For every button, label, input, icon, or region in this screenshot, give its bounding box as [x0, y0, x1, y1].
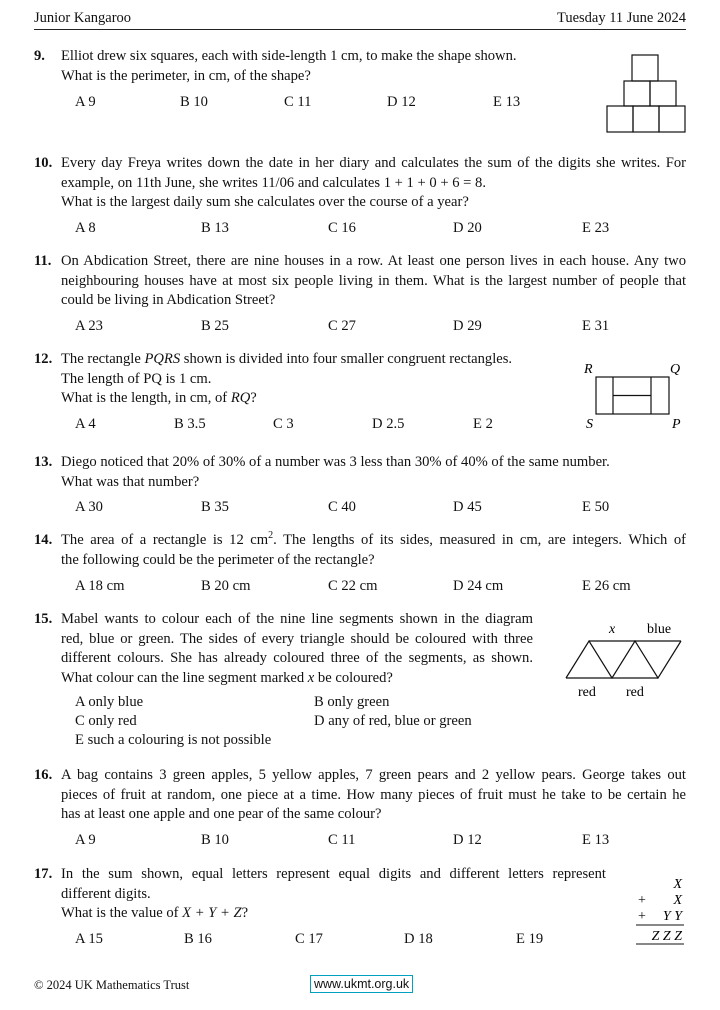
- option-b[interactable]: B 10: [180, 94, 208, 110]
- option-c[interactable]: C 11: [328, 832, 356, 848]
- rectangle-pqrs-diagram: [580, 358, 690, 434]
- option-b[interactable]: B 10: [201, 832, 229, 848]
- option-e[interactable]: E 50: [582, 499, 610, 515]
- question-number: 12.: [34, 351, 53, 367]
- header-title: Junior Kangaroo: [34, 10, 132, 26]
- question-text: Elliot drew six squares, each with side-length 1 cm, to make the shape shown. What is the perimeter, in cm, of the shape?: [61, 48, 517, 84]
- option-c[interactable]: C 17: [295, 931, 323, 947]
- label-q: Q: [670, 362, 681, 377]
- question-text: In the sum shown, equal letters represent equal digits and different letters represent different digits. What is the value of X + Y + Z?: [61, 866, 606, 921]
- question-number: 15.: [34, 611, 53, 627]
- triangles-diagram: [560, 616, 690, 704]
- option-d[interactable]: D 20: [453, 220, 482, 236]
- option-e[interactable]: E 13: [582, 832, 610, 848]
- sum-result: Z Z Z: [651, 929, 682, 944]
- option-c[interactable]: C 3: [273, 416, 294, 432]
- squares-diagram: [604, 52, 688, 134]
- option-d[interactable]: D 12: [387, 94, 416, 110]
- option-c[interactable]: C 40: [328, 499, 356, 515]
- question-number: 11.: [34, 253, 52, 269]
- option-a[interactable]: A 4: [75, 416, 96, 432]
- label-r: R: [584, 362, 593, 377]
- question-number: 17.: [34, 866, 53, 882]
- option-e[interactable]: E such a colouring is not possible: [75, 732, 272, 748]
- label-s: S: [586, 417, 593, 432]
- question-text: Mabel wants to colour each of the nine line segments shown in the diagram red, blue or green. The sides of every triangle should be coloured with three different colours. She has already coloured three of the segments, as shown. What colour can the line segment marked x be coloured?: [61, 611, 533, 686]
- question-text: On Abdication Street, there are nine houses in a row. At least one person lives in each house. Any two neighbouring houses have at most six people living in them. What is the largest number of people that could be living in Abdication Street?: [61, 253, 686, 308]
- option-e[interactable]: E 26 cm: [582, 578, 631, 594]
- sum-plus-1: +: [638, 893, 646, 908]
- option-b[interactable]: B 25: [201, 318, 229, 334]
- option-d[interactable]: D 24 cm: [453, 578, 504, 594]
- option-d[interactable]: D 18: [404, 931, 433, 947]
- option-e[interactable]: E 19: [516, 931, 544, 947]
- header-rule: [34, 29, 686, 30]
- option-e[interactable]: E 23: [582, 220, 610, 236]
- question-text: Diego noticed that 20% of 30% of a number was 3 less than 30% of 40% of the same number. What was that number?: [61, 454, 610, 490]
- letter-sum-diagram: [626, 872, 690, 950]
- sum-row-1: X: [673, 877, 682, 892]
- option-b[interactable]: B 16: [184, 931, 212, 947]
- option-d[interactable]: D 2.5: [372, 416, 405, 432]
- option-c[interactable]: C 27: [328, 318, 356, 334]
- footer-website-link[interactable]: www.ukmt.org.uk: [310, 975, 413, 993]
- question-text: The area of a rectangle is 12 $cm^2$. The lengths of its sides, measured in cm, are integers. Which of the following could be the perimeter of the rectangle?: [61, 530, 686, 568]
- option-a[interactable]: A only blue: [75, 694, 144, 710]
- option-b[interactable]: B 20 cm: [201, 578, 251, 594]
- label-x: x: [609, 622, 616, 637]
- footer-copyright: © 2024 UK Mathematics Trust: [34, 978, 190, 992]
- question-text: Every day Freya writes down the date in her diary and calculates the sum of the digits she writes. For example, on 11th June, she writes 11/06 and calculates 1 + 1 + 0 + 6 = 8. What is the largest daily sum she calculates over the course of a year?: [61, 155, 686, 210]
- option-a[interactable]: A 23: [75, 318, 103, 334]
- option-b[interactable]: B 35: [201, 499, 229, 515]
- option-d[interactable]: D any of red, blue or green: [314, 713, 472, 729]
- option-a[interactable]: A 30: [75, 499, 103, 515]
- question-number: 16.: [34, 767, 53, 783]
- option-c[interactable]: C 16: [328, 220, 356, 236]
- question-number: 9.: [34, 48, 45, 64]
- sum-plus-2: +: [638, 909, 646, 924]
- option-d[interactable]: D 45: [453, 499, 482, 515]
- option-b[interactable]: B 3.5: [174, 416, 206, 432]
- option-a[interactable]: A 8: [75, 220, 96, 236]
- option-c[interactable]: C only red: [75, 713, 137, 729]
- header-date: Tuesday 11 June 2024: [556, 10, 686, 26]
- question-number: 10.: [34, 155, 53, 171]
- option-d[interactable]: D 12: [453, 832, 482, 848]
- option-d[interactable]: D 29: [453, 318, 482, 334]
- question-number: 13.: [34, 454, 53, 470]
- option-b[interactable]: B 13: [201, 220, 229, 236]
- label-p: P: [672, 417, 681, 432]
- option-c[interactable]: C 11: [284, 94, 312, 110]
- option-a[interactable]: A 18 cm: [75, 578, 125, 594]
- option-a[interactable]: A 15: [75, 931, 103, 947]
- label-red-2: red: [626, 685, 644, 700]
- option-a[interactable]: A 9: [75, 832, 96, 848]
- option-a[interactable]: A 9: [75, 94, 96, 110]
- option-e[interactable]: E 13: [493, 94, 521, 110]
- label-red-1: red: [578, 685, 596, 700]
- question-text: A bag contains 3 green apples, 5 yellow apples, 7 green pears and 2 yellow pears. George takes out pieces of fruit at random, one piece at a time. How many pieces of fruit must he take to be certain he has at least one apple and one pear of the same colour?: [61, 767, 686, 822]
- sum-row-3: Y Y: [662, 909, 682, 924]
- option-e[interactable]: E 2: [473, 416, 493, 432]
- question-number: 14.: [34, 532, 53, 548]
- option-b[interactable]: B only green: [314, 694, 390, 710]
- option-e[interactable]: E 31: [582, 318, 610, 334]
- question-text: The rectangle PQRS shown is divided into four smaller congruent rectangles. The length of PQ is 1 cm. What is the length, in cm, of RQ?: [61, 351, 513, 406]
- label-blue: blue: [647, 622, 672, 637]
- option-c[interactable]: C 22 cm: [328, 578, 378, 594]
- sum-row-2: X: [673, 893, 682, 908]
